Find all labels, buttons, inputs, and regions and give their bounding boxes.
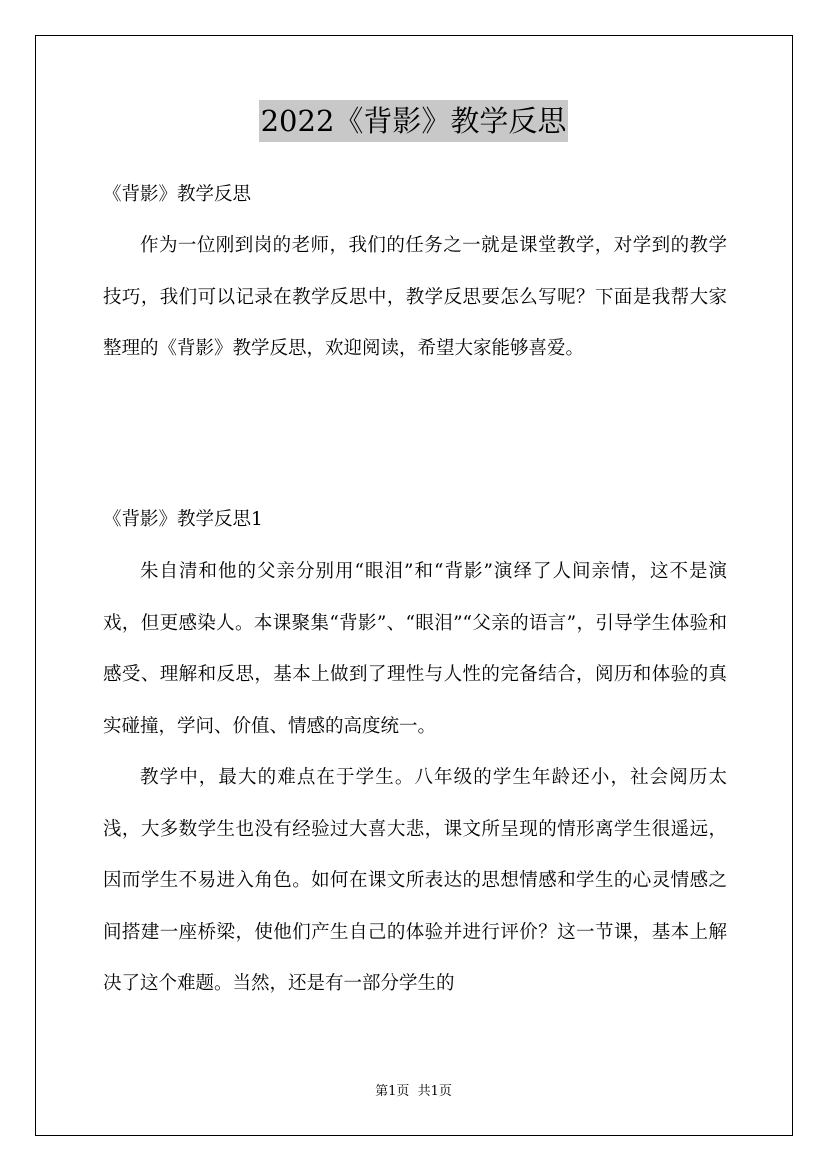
body-paragraph: 朱自清和他的父亲分别用“眼泪”和“背影”演绎了人间亲情，这不是演戏，但更感染人。本课聚集“背影”、“眼泪”“父亲的语言”，引导学生体验和感受、理解和反思，基本上做到了理性与人性的完备结合，阅历和体验的真实碰撞，学问、价值、情感的高度统一。 [103, 561, 727, 737]
section-heading-1: 《背影》教学反思1 [103, 509, 263, 530]
title-container [0, 100, 827, 142]
section-heading-intro: 《背影》教学反思 [103, 184, 252, 205]
page-number-footer: 第1页 共1页 [375, 1084, 452, 1099]
body-paragraph: 教学中，最大的难点在于学生。八年级的学生年龄还小，社会阅历太浅，大多数学生也没有经验过大喜大悲，课文所呈现的情形离学生很遥远，因而学生不易进入角色。如何在课文所表达的思想情感和学生的心灵情感之间搭建一座桥梁，使他们产生自己的体验并进行评价？这一节课，基本上解决了这个难题。当然，还是有一部分学生的 [103, 767, 727, 994]
document-title: 2022《背影》教学反思 [259, 100, 569, 142]
intro-paragraph: 作为一位刚到岗的老师，我们的任务之一就是课堂教学，对学到的教学技巧，我们可以记录在教学反思中，教学反思要怎么写呢？下面是我帮大家整理的《背影》教学反思，欢迎阅读，希望大家能够喜爱。 [103, 235, 727, 359]
